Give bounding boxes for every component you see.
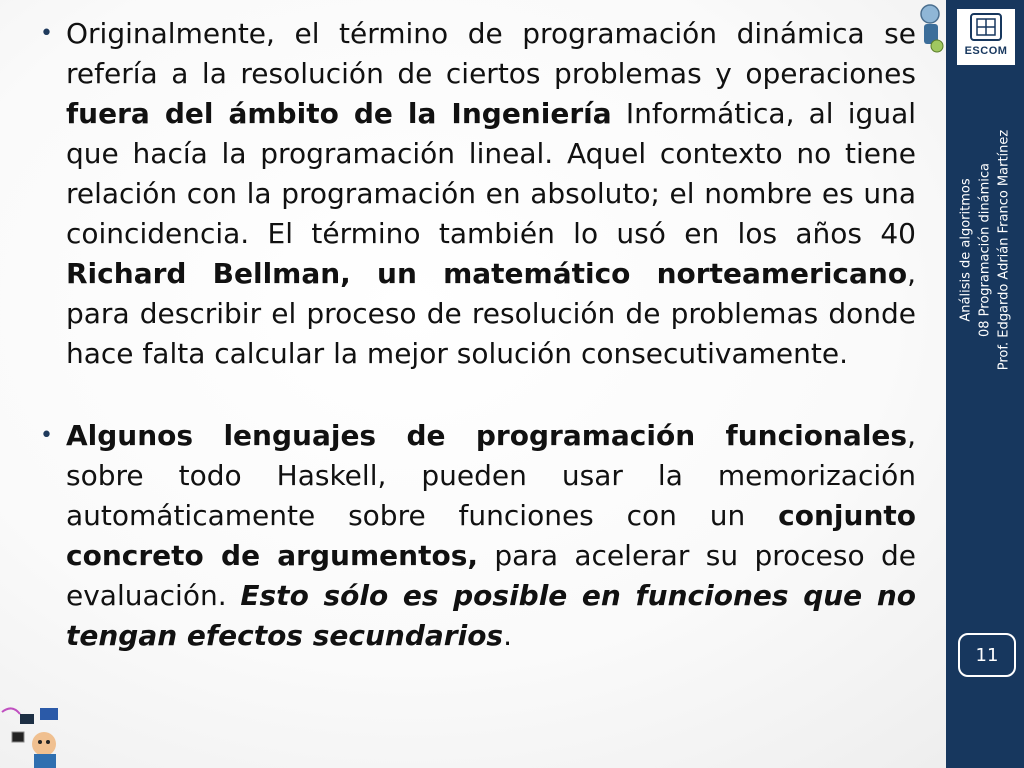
text-segment: . <box>503 619 512 652</box>
bullet-text <box>66 17 916 370</box>
escom-logo <box>955 7 1017 67</box>
text-segment-bold: conjunto concreto de argumentos, <box>66 499 916 572</box>
logo-name: ESCOM <box>964 45 1008 57</box>
course-title: Análisis de algoritmos <box>958 178 974 322</box>
slide-number <box>958 633 1016 677</box>
text-segment: Originalmente, el término de programación dinámica se refería a la resolución de ciertos problemas y operaciones <box>66 17 916 90</box>
text-segment: , para describir el proceso de resolución de problemas donde hace falta calcular la mejor solución consecutivamente. <box>66 257 916 370</box>
professor-name: Prof. Edgardo Adrián Franco Martínez <box>996 129 1012 371</box>
text-segment-bold: Richard Bellman, un matemático norteamericano <box>66 257 908 290</box>
bullet-text <box>66 419 916 652</box>
bullet-point-icon: • <box>40 423 53 448</box>
text-segment: , sobre todo Haskell, pueden usar la memorización automáticamente sobre funciones con un <box>66 419 916 532</box>
text-segment: Informática, al igual que hacía la programación lineal. Aquel contexto no tiene relación con la programación en absoluto; el nombre es una coincidencia. El término también lo usó en los años 40 <box>66 97 917 250</box>
slide-content <box>40 14 916 656</box>
topic-title: 08 Programación dinámica <box>977 162 993 338</box>
text-segment-bold: fuera del ámbito de la Ingeniería <box>66 97 612 130</box>
bullet-item <box>40 14 916 374</box>
escom-emblem-icon <box>957 11 1015 45</box>
decorative-computer-clipart-icon <box>0 700 72 768</box>
bullet-item <box>40 416 916 656</box>
slide-number-text: 11 <box>975 644 999 666</box>
bullet-point-icon: • <box>40 21 53 46</box>
text-segment-bold: Algunos lenguajes de programación funcionales <box>66 419 908 452</box>
text-segment-bold-italic: Esto sólo es posible en funciones que no tengan efectos secundarios <box>66 579 916 652</box>
text-segment: para acelerar su proceso de evaluación. <box>66 539 916 612</box>
course-info <box>957 100 1014 400</box>
